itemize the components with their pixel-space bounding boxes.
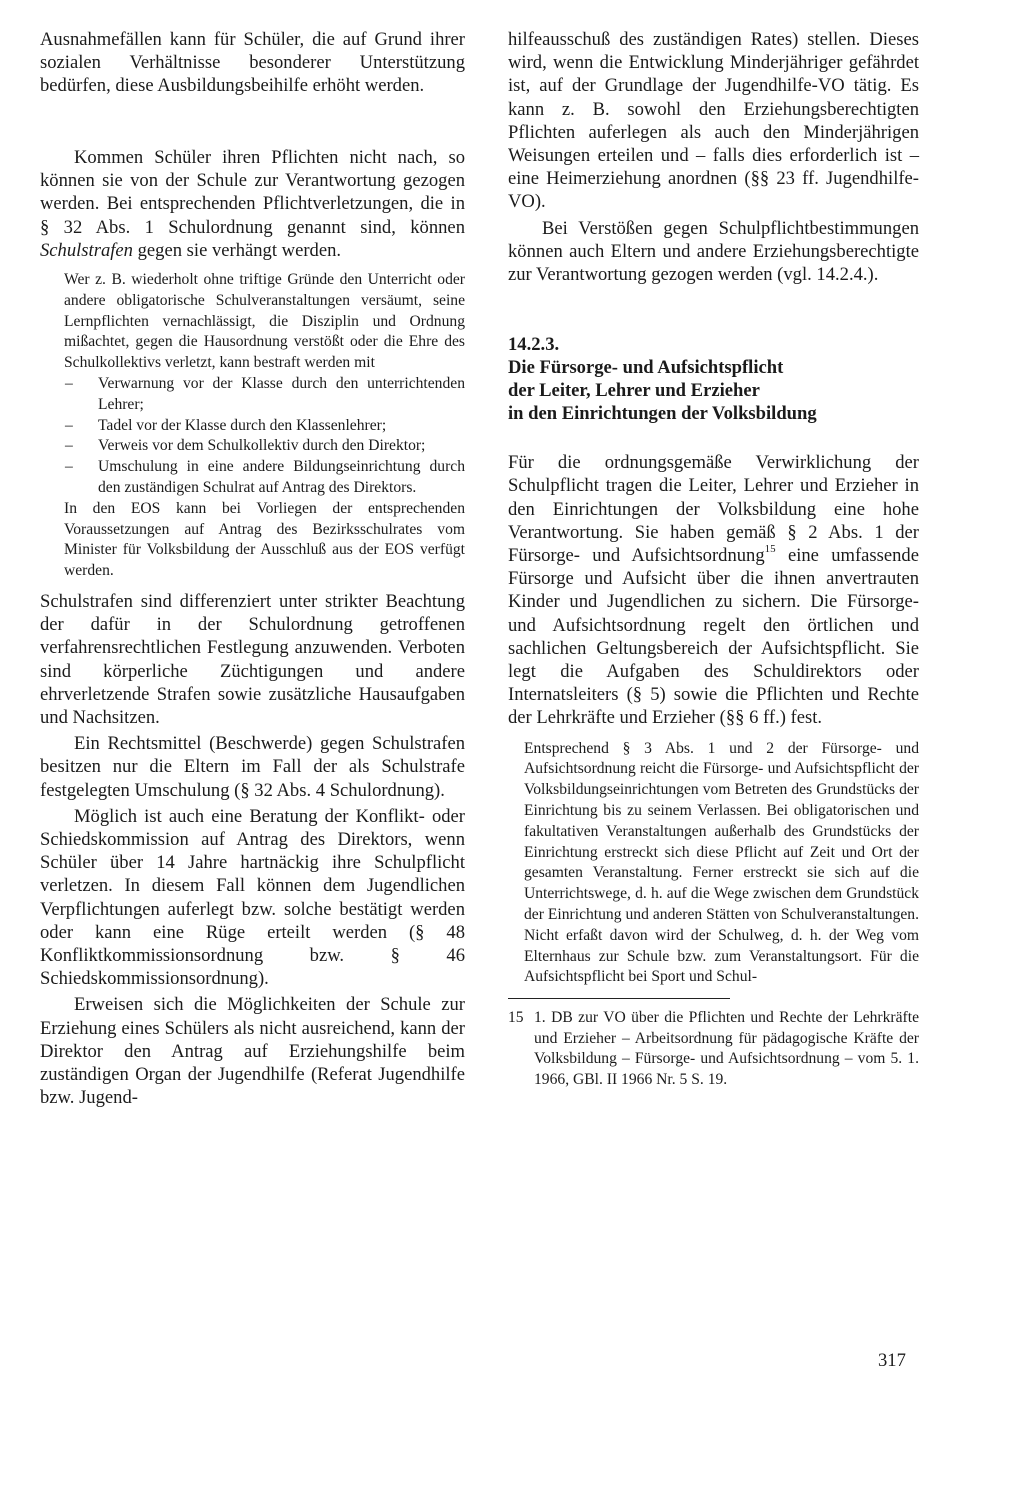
- paragraph-schulstrafen-intro: [40, 146, 465, 262]
- paragraph-konfliktkommission: Möglich ist auch eine Beratung der Konflikt- oder Schiedskommission auf Antrag des Direktors, wenn Schüler über 14 Jahre hartnäckig ihre Schulpflicht verletzen. In diesem Fall können dem Jugendlichen Verpflichtungen auferlegt bzw. solche bestätigt werden oder kann eine Rüge erteilt werden (§ 48 Konfliktkommissionsordnung bzw. § 46 Schiedskommissionsordnung).: [40, 805, 465, 990]
- aufsichtspflicht-block: [524, 739, 919, 989]
- left-column: [40, 28, 465, 1109]
- paragraph-text: eine umfassende Fürsorge und Aufsicht über die ihnen anvertrauten Kinder und Jugendlichen zu sichern. Die Fürsorge- und Aufsichtsordnung regelt den örtlichen und sachlichen Geltungsbereich der Aufsichtspflicht. Sie legt die Aufgaben des Schuldirektors oder Internatsleiters (§ 5) sowie die Pflichten und Rechte der Lehrkräfte und Erzieher (§§ 6 ff.) fest.: [508, 545, 919, 729]
- paragraph-eltern-verantwortung: Bei Verstößen gegen Schulpflichtbestimmungen können auch Eltern und andere Erziehungsberechtigte zur Verantwortung gezogen werden (vgl. 14.2.4.).: [508, 217, 919, 286]
- paragraph-rechtsmittel: Ein Rechtsmittel (Beschwerde) gegen Schulstrafen besitzen nur die Eltern im Fall der als Schulstrafe festgelegten Umschulung (§ 32 Abs. 4 Schulordnung).: [40, 733, 465, 801]
- list-item: – Tadel vor der Klasse durch den Klassenlehrer;: [64, 416, 465, 437]
- paragraph-schulstrafen-rules: Schulstrafen sind differenziert unter strikter Beachtung der dafür in der Schulordnung getroffenen verfahrensrechtlichen Festlegung anzuwenden. Verboten sind körperliche Züchtigungen und andere ehrverletzende Strafen sowie zusätzliche Hausaufgaben und Nachsitzen.: [40, 590, 465, 728]
- footnote-text: 1. DB zur VO über die Pflichten und Rechte der Lehrkräfte und Erzieher – Arbeitsordnung für pädagogische Kräfte der Volksbildung – Fürsorge- und Aufsichtsordnung – vom 5. 1. 1966, GBl. II 1966 Nr. 5 S. 19.: [534, 1009, 919, 1089]
- section-title-line: der Leiter, Lehrer und Erzieher: [508, 380, 760, 402]
- paragraph-text: Kommen Schüler ihren Pflichten nicht nach, so können sie von der Schule zur Verantwortung gezogen werden. Bei entsprechenden Pflichtverletzungen, die in § 32 Abs. 1 Schulordnung genannt sind, können: [40, 147, 465, 238]
- punishment-block: [64, 270, 465, 582]
- emphasis-schulstrafen: Schulstrafen: [40, 239, 133, 261]
- right-column: [508, 28, 919, 1091]
- section-number: 14.2.3.: [508, 334, 560, 356]
- eos-note: In den EOS kann bei Vorliegen der entsprechenden Voraussetzungen auf Antrag des Bezirksschulrates vom Minister für Volksbildung der Ausschluß aus der EOS verfügt werden.: [64, 499, 465, 580]
- paragraph-text: Für die ordnungsgemäße Verwirklichung der Schulpflicht tragen die Leiter, Lehrer und Erzieher in den Einrichtungen der Volksbildung eine hohe Verantwortung. Sie haben gemäß § 2 Abs. 1 der Fürsorge- und Aufsichtsordnung: [508, 452, 919, 567]
- paragraph-fuersorge: [508, 451, 919, 729]
- paragraph-erziehungshilfe: Erweisen sich die Möglichkeiten der Schule zur Erziehung eines Schülers als nicht ausreichend, kann der Direktor den Antrag auf Erziehungshilfe beim zuständigen Organ der Jugendhilfe (Referat Jugendhilfe bzw. Jugend-: [40, 994, 465, 1109]
- footnote: [508, 1008, 919, 1090]
- section-heading: [508, 333, 919, 425]
- aufsichtspflicht-text: Entsprechend § 3 Abs. 1 und 2 der Fürsorge- und Aufsichtsordnung reicht die Fürsorge- und Aufsichtspflicht der Volksbildungseinrichtungen vom Betreten des Grundstücks der Einrichtung bis zu seinem Verlassen. Bei obligatorischen und fakultativen Veranstaltungen außerhalb des Grundstücks der Einrichtung erstreckt sich diese Pflicht auf Zeit und Ort der gesamten Veranstaltung. Ferner erstreckt sie sich auf die Unterrichtswege, d. h. auf die Wege zwischen dem Grundstück der Einrichtung und anderen Stätten von Schulveranstaltungen. Nicht erfaßt davon wird der Schulweg, d. h. der Weg vom Elternhaus zur Schule bzw. zum Veranstaltungsort. Für die Aufsichtspflicht bei Sport und Schul-: [524, 739, 919, 986]
- list-item: – Verweis vor dem Schulkollektiv durch den Direktor;: [64, 436, 465, 457]
- paragraph-ausbildungsbeihilfe: Ausnahmefällen kann für Schüler, die auf Grund ihrer sozialen Verhältnisse besonderer Unterstützung bedürfen, diese Ausbildungsbeihilfe erhöht werden.: [40, 29, 465, 97]
- page-number: 317: [878, 1350, 906, 1371]
- punishment-list: [64, 374, 465, 499]
- footnote-divider: [508, 998, 730, 999]
- list-item: – Umschulung in eine andere Bildungseinrichtung durch den zuständigen Schulrat auf Antrag des Direktors.: [64, 457, 465, 499]
- section-title-line: in den Einrichtungen der Volksbildung: [508, 403, 817, 425]
- footnote-number: 15: [508, 1009, 524, 1027]
- punishment-intro: Wer z. B. wiederholt ohne triftige Gründe den Unterricht oder andere obligatorische Schulveranstaltungen versäumt, seine Lernpflichten vernachlässigt, die Disziplin und Ordnung mißachtet, gegen die Hausordnung verstößt oder die Ehre des Schulkollektivs verletzt, kann bestraft werden mit: [64, 271, 465, 372]
- paragraph-text: gegen sie verhängt werden.: [132, 239, 342, 261]
- paragraph-jugendhilfe: hilfeausschuß des zuständigen Rates) stellen. Dieses wird, wenn die Entwicklung Minderjähriger gefährdet ist, auf der Grundlage der Jugendhilfe-VO tätig. Es kann z. B. sowohl den Erziehungsberechtigten Pflichten auferlegen als auch den Minderjährigen Weisungen erteilen und – falls dies erforderlich ist – eine Heimerziehung anordnen (§§ 23 ff. Jugendhilfe-VO).: [508, 29, 919, 213]
- section-title-line: Die Fürsorge- und Aufsichtspflicht: [508, 357, 784, 379]
- footnote-reference: 15: [764, 542, 776, 555]
- list-item: – Verwarnung vor der Klasse durch den unterrichtenden Lehrer;: [64, 374, 465, 416]
